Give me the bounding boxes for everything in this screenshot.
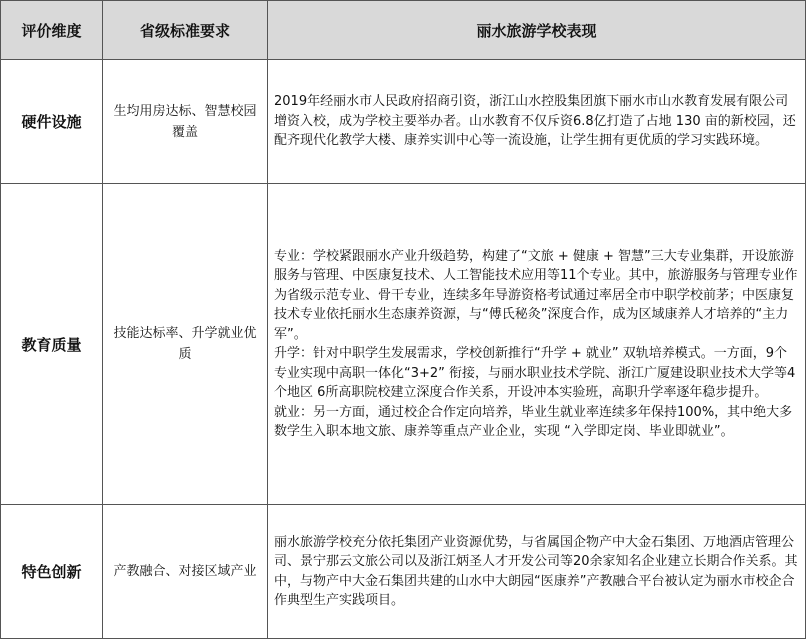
row-standard: 产教融合、对接区域产业 bbox=[103, 505, 268, 639]
header-evaluation-dimension: 评价维度 bbox=[1, 1, 103, 60]
row-performance bbox=[268, 505, 806, 639]
table-header-row bbox=[1, 1, 806, 60]
row-category: 硬件设施 bbox=[1, 60, 103, 184]
performance-paragraph: 2019年经丽水市人民政府招商引资，浙江山水控股集团旗下丽水市山水教育发展有限公司增资入校，成为学校主要举办者。山水教育不仅斥资6.8亿打造了占地 130 亩的新校园，还配齐现代化教学大楼、康养实训中心等一流设施，让学生拥有更优质的学习实践环境。 bbox=[274, 94, 796, 149]
row-standard: 生均用房达标、智慧校园覆盖 bbox=[103, 60, 268, 184]
row-performance bbox=[268, 60, 806, 184]
performance-paragraph: 丽水旅游学校充分依托集团产业资源优势，与省属国企物产中大金石集团、万地酒店管理公司、景宁那云文旅公司以及浙江炳圣人才开发公司等20余家知名企业建立长期合作关系。其中，与物产中大金石集团共建的山水中大朗园“医康养”产教融合平台被认定为丽水市校企合作典型生产实践项目。 bbox=[274, 534, 798, 608]
performance-paragraph-employment: 就业：另一方面，通过校企合作定向培养，毕业生就业率连续多年保持100%，其中绝大多数学生入职本地文旅、康养等重点产业企业，实现 “入学即定岗、毕业即就业”。 bbox=[274, 404, 793, 439]
performance-paragraph-further-study: 升学：针对中职学生发展需求，学校创新推行“升学 + 就业” 双轨培养模式。一方面，9个专业实现中高职一体化“3+2” 衔接，与丽水职业技术学院、浙江广厦建设职业技术大学等4个地区 6所高职院校建立深度合作关系，开设冲本实验班，高职升学率逐年稳步提升。 bbox=[274, 346, 796, 400]
table-row bbox=[1, 184, 806, 505]
performance-paragraph-major: 专业：学校紧跟丽水产业升级趋势，构建了“文旅 + 健康 + 智慧”三大专业集群，开设旅游服务与管理、中医康复技术、人工智能技术应用等11个专业。其中，旅游服务与管理专业作为省级示范专业、骨干专业，连续多年导游资格考试通过率居全市中职学校前茅；中医康复技术专业依托丽水生态康养资源，与“傅氏秘灸”深度合作，成为区域康养人才培养的“主力军”。 bbox=[274, 248, 798, 342]
row-performance bbox=[268, 184, 806, 505]
table-row bbox=[1, 60, 806, 184]
header-provincial-standard: 省级标准要求 bbox=[103, 1, 268, 60]
header-school-performance: 丽水旅游学校表现 bbox=[268, 1, 806, 60]
row-category: 特色创新 bbox=[1, 505, 103, 639]
table-row bbox=[1, 505, 806, 639]
row-category: 教育质量 bbox=[1, 184, 103, 505]
row-standard: 技能达标率、升学就业优质 bbox=[103, 184, 268, 505]
